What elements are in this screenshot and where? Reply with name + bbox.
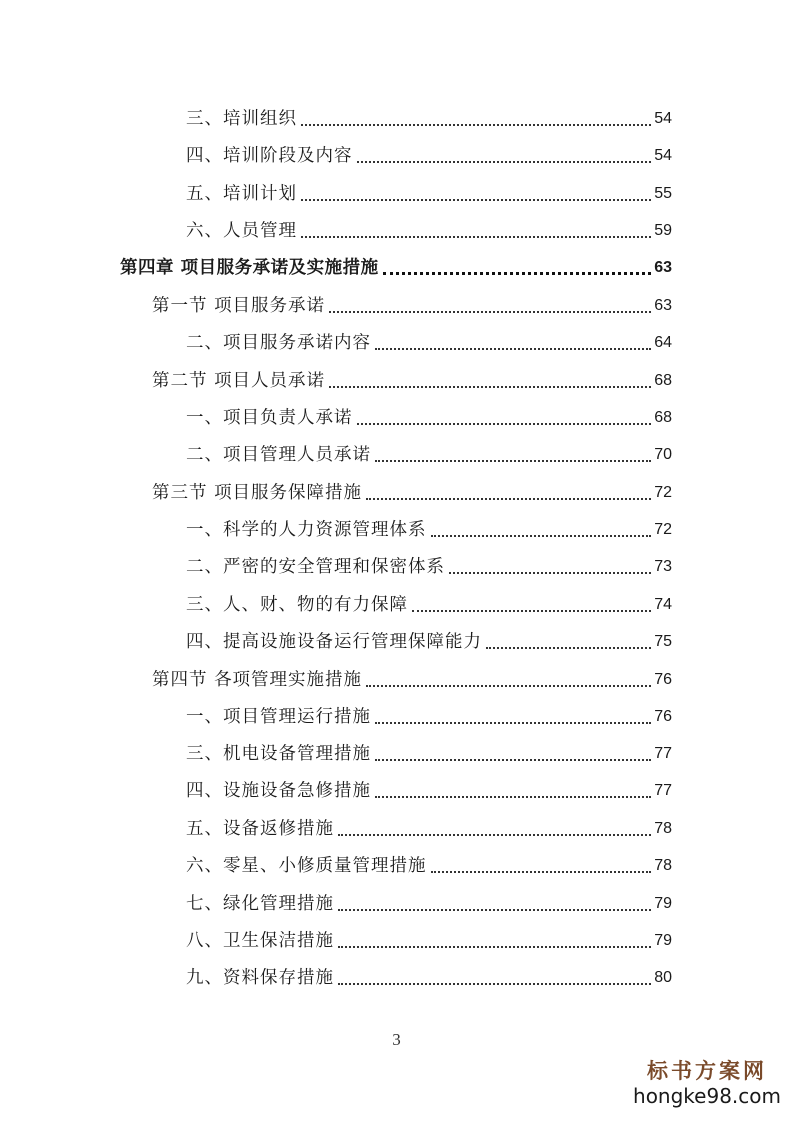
toc-entry[interactable] bbox=[186, 105, 672, 133]
toc-entry-title: 二、严密的安全管理和保密体系 bbox=[186, 557, 445, 577]
toc-entry-title: 五、培训计划 bbox=[186, 184, 297, 204]
toc-entry-page: 73 bbox=[654, 558, 672, 575]
dot-leader bbox=[329, 311, 651, 313]
toc-entry-title: 四、提高设施设备运行管理保障能力 bbox=[186, 632, 482, 652]
toc-entry-title: 六、零星、小修质量管理措施 bbox=[186, 856, 427, 876]
dot-leader bbox=[301, 199, 651, 201]
toc-entry[interactable] bbox=[186, 553, 672, 581]
toc-entry-page: 75 bbox=[654, 633, 672, 650]
toc-entry-page: 76 bbox=[654, 708, 672, 725]
toc-entry-page: 68 bbox=[654, 409, 672, 426]
toc-entry-title: 二、项目管理人员承诺 bbox=[186, 445, 371, 465]
toc-entry-title: 一、项目管理运行措施 bbox=[186, 707, 371, 727]
toc-entry-title: 七、绿化管理措施 bbox=[186, 894, 334, 914]
toc-entry-title: 一、科学的人力资源管理体系 bbox=[186, 520, 427, 540]
toc-entry[interactable] bbox=[186, 180, 672, 208]
toc-entry-page: 77 bbox=[654, 782, 672, 799]
toc-entry[interactable] bbox=[186, 142, 672, 170]
toc-entry-title: 三、培训组织 bbox=[186, 109, 297, 129]
dot-leader bbox=[449, 572, 651, 574]
toc-section-entry[interactable] bbox=[152, 367, 672, 395]
toc-entry-page: 77 bbox=[654, 745, 672, 762]
dot-leader bbox=[383, 272, 652, 275]
toc-entry-title: 三、人、财、物的有力保障 bbox=[186, 595, 408, 615]
toc-entry-title: 九、资料保存措施 bbox=[186, 968, 334, 988]
dot-leader bbox=[375, 722, 651, 724]
toc-entry-page: 78 bbox=[654, 857, 672, 874]
toc-entry[interactable] bbox=[186, 441, 672, 469]
dot-leader bbox=[375, 796, 651, 798]
dot-leader bbox=[486, 647, 651, 649]
toc-entry-page: 70 bbox=[654, 446, 672, 463]
watermark-site-name: 标书方案网 bbox=[647, 1058, 767, 1083]
dot-leader bbox=[338, 909, 651, 911]
toc-entry-page: 59 bbox=[654, 222, 672, 239]
toc-entry[interactable] bbox=[186, 890, 672, 918]
dot-leader bbox=[301, 124, 651, 126]
toc-entry[interactable] bbox=[186, 927, 672, 955]
dot-leader bbox=[375, 460, 651, 462]
toc-entry[interactable] bbox=[186, 815, 672, 843]
toc-entry-page: 54 bbox=[654, 110, 672, 127]
watermark-url: hongke98.com bbox=[633, 1084, 781, 1108]
dot-leader bbox=[375, 348, 651, 350]
toc-entry-title: 第一节 项目服务承诺 bbox=[152, 296, 326, 316]
page-number: 3 bbox=[392, 1030, 401, 1049]
toc-entry-title: 四、培训阶段及内容 bbox=[186, 146, 353, 166]
toc-entry-page: 79 bbox=[654, 895, 672, 912]
toc-entry-page: 74 bbox=[654, 596, 672, 613]
toc-entry-page: 72 bbox=[654, 484, 672, 501]
toc-chapter-entry[interactable] bbox=[120, 254, 672, 282]
toc-section-entry[interactable] bbox=[152, 479, 672, 507]
toc-entry[interactable] bbox=[186, 591, 672, 619]
watermark bbox=[633, 1058, 781, 1108]
toc-section-entry[interactable] bbox=[152, 666, 672, 694]
dot-leader bbox=[301, 236, 651, 238]
dot-leader bbox=[329, 386, 651, 388]
toc-entry-page: 64 bbox=[654, 334, 672, 351]
toc-entry[interactable] bbox=[186, 516, 672, 544]
toc-entry-title: 三、机电设备管理措施 bbox=[186, 744, 371, 764]
toc-entry-title: 六、人员管理 bbox=[186, 221, 297, 241]
toc-entry[interactable] bbox=[186, 703, 672, 731]
toc-entry-title: 二、项目服务承诺内容 bbox=[186, 333, 371, 353]
dot-leader bbox=[338, 946, 651, 948]
dot-leader bbox=[431, 535, 652, 537]
toc-entry-title: 第四节 各项管理实施措施 bbox=[152, 670, 363, 690]
toc-entry-page: 78 bbox=[654, 820, 672, 837]
dot-leader bbox=[431, 871, 652, 873]
toc-entry-page: 72 bbox=[654, 521, 672, 538]
dot-leader bbox=[375, 759, 651, 761]
toc-entry-title: 一、项目负责人承诺 bbox=[186, 408, 353, 428]
toc-entry-title: 四、设施设备急修措施 bbox=[186, 781, 371, 801]
toc-entry[interactable] bbox=[186, 740, 672, 768]
toc-entry-page: 80 bbox=[654, 969, 672, 986]
toc-entry-page: 76 bbox=[654, 671, 672, 688]
dot-leader bbox=[357, 161, 652, 163]
dot-leader bbox=[366, 685, 651, 687]
toc-entry-page: 68 bbox=[654, 372, 672, 389]
toc-entry[interactable] bbox=[186, 628, 672, 656]
toc-entry-page: 54 bbox=[654, 147, 672, 164]
toc-entry[interactable] bbox=[186, 329, 672, 357]
toc-entry-page: 79 bbox=[654, 932, 672, 949]
dot-leader bbox=[412, 610, 651, 612]
dot-leader bbox=[338, 983, 651, 985]
dot-leader bbox=[357, 423, 652, 425]
toc-entry[interactable] bbox=[186, 852, 672, 880]
toc-entry[interactable] bbox=[186, 777, 672, 805]
toc-entry-title: 第四章 项目服务承诺及实施措施 bbox=[120, 258, 379, 278]
toc-entry-page: 55 bbox=[654, 185, 672, 202]
toc-entry-page: 63 bbox=[654, 259, 672, 276]
dot-leader bbox=[366, 498, 651, 500]
toc-section-entry[interactable] bbox=[152, 292, 672, 320]
toc-entry-title: 八、卫生保洁措施 bbox=[186, 931, 334, 951]
toc-entry-page: 63 bbox=[654, 297, 672, 314]
toc-entry-title: 第三节 项目服务保障措施 bbox=[152, 483, 363, 503]
toc-entry-title: 第二节 项目人员承诺 bbox=[152, 371, 326, 391]
dot-leader bbox=[338, 834, 651, 836]
toc-entry[interactable] bbox=[186, 964, 672, 992]
toc-entry[interactable] bbox=[186, 404, 672, 432]
toc-entry[interactable] bbox=[186, 217, 672, 245]
toc-entry-title: 五、设备返修措施 bbox=[186, 819, 334, 839]
